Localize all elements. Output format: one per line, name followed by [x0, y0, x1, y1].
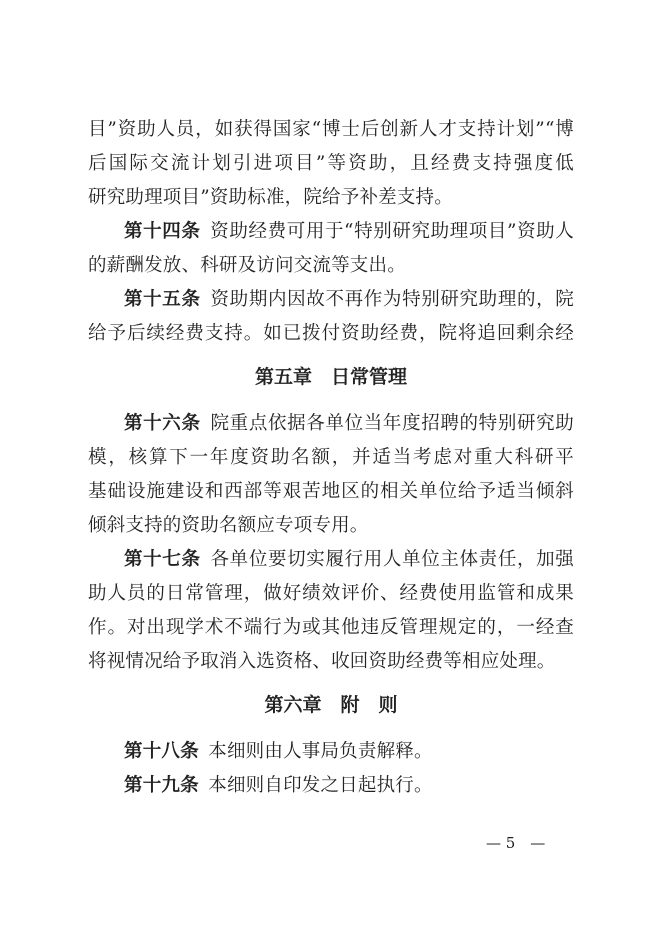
body-line: 的薪酬发放、科研及访问交流等支出。	[88, 255, 406, 276]
chapter-heading: 第五章 日常管理	[254, 366, 407, 388]
article-label: 第十五条	[124, 289, 201, 310]
article-15-first-line	[124, 288, 574, 312]
article-label: 第十七条	[124, 549, 201, 570]
article-text: 本细则由人事局负责解释。	[208, 741, 433, 762]
body-line: 目”资助人员，如获得国家“博士后创新人才支持计划”“博	[88, 119, 574, 140]
body-line: 模，核算下一年度资助名额，并适当考虑对重大科研平	[88, 447, 574, 468]
article-text: 院重点依据各单位当年度招聘的特别研究助	[210, 413, 574, 434]
article-text: 本细则自印发之日起执行。	[208, 775, 433, 796]
body-line: 倾斜支持的资助名额应专项专用。	[88, 515, 369, 536]
body-line: 助人员的日常管理，做好绩效评价、经费使用监管和成果	[88, 583, 574, 604]
body-line: 基础设施建设和西部等艰苦地区的相关单位给予适当倾斜	[88, 481, 574, 502]
article-14-first-line	[124, 220, 574, 244]
article-label: 第十八条	[124, 741, 199, 762]
article-16-first-line	[124, 412, 574, 436]
article-text: 资助期内因故不再作为特别研究助理的，院	[210, 289, 574, 310]
body-line: 研究助理项目”资助标准，院给予补差支持。	[88, 187, 453, 208]
article-17-first-line	[124, 548, 574, 572]
article-text: 各单位要切实履行用人单位主体责任，加强	[210, 549, 574, 570]
article-label: 第十九条	[124, 775, 199, 796]
body-line: 后国际交流计划引进项目”等资助，且经费支持强度低	[88, 153, 574, 174]
article-text: 资助经费可用于“特别研究助理项目”资助人	[209, 221, 574, 242]
article-label: 第十四条	[124, 221, 201, 242]
page-number: — 5 —	[486, 834, 546, 852]
article-18-line	[124, 740, 574, 764]
article-19-line	[124, 774, 574, 798]
chapter-heading: 第六章 附 则	[264, 694, 398, 716]
article-label: 第十六条	[124, 413, 201, 434]
body-line: 给予后续经费支持。如已拨付资助经费，院将追回剩余经	[88, 323, 574, 344]
body-line: 将视情况给予取消入选资格、收回资助经费等相应处理。	[88, 651, 556, 672]
body-line: 作。对出现学术不端行为或其他违反管理规定的，一经查	[88, 617, 574, 638]
